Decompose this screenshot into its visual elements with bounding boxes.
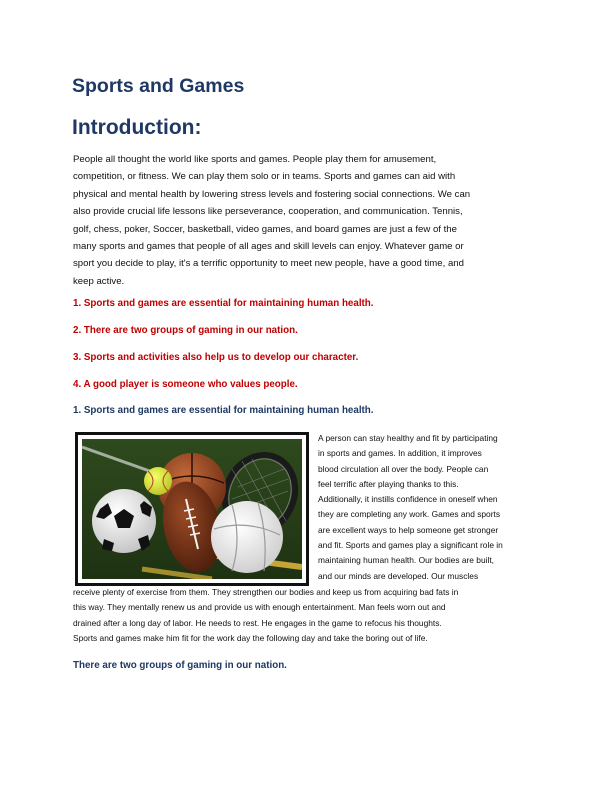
introduction-paragraph — [73, 151, 543, 290]
wrapped-line: maintaining human health. Our bodies are built, — [318, 555, 494, 566]
point-2: 2. There are two groups of gaming in our nation. — [73, 325, 298, 336]
intro-line: also provide crucial life lessons like perseverance, cooperation, and communication. Tennis, — [73, 206, 463, 218]
intro-line: People all thought the world like sports and games. People play them for amusement, — [73, 154, 437, 165]
intro-line: physical and mental health by lowering stress levels and fostering social connections. We can — [73, 188, 471, 200]
section-1-wrapped-text — [318, 431, 548, 584]
wrapped-line: and our minds are developed. Our muscles — [318, 570, 479, 581]
continued-line: drained after a long day of labor. He needs to rest. He engages in the game to refocus his thoughts. — [73, 617, 442, 628]
intro-line: competition, or fitness. We can play them solo or in teams. Sports and games can aid with — [73, 171, 456, 183]
point-4: 4. A good player is someone who values people. — [73, 379, 298, 390]
section-1-continued-text — [73, 585, 553, 646]
continued-line: this way. They mentally renew us and provide us with enough entertainment. Man feels worn out and — [73, 602, 446, 613]
sports-balls-illustration — [82, 439, 302, 579]
section-2-heading: There are two groups of gaming in our nation. — [73, 660, 287, 671]
section-1-heading: 1. Sports and games are essential for maintaining human health. — [73, 405, 374, 416]
wrapped-line: A person can stay healthy and fit by participating — [318, 433, 498, 443]
intro-line: sport you decide to play, it's a terrific opportunity to meet new people, have a good time, and — [73, 258, 464, 270]
intro-line: many sports and games that people of all ages and skill levels can enjoy. Whatever game or — [73, 241, 464, 253]
point-1: 1. Sports and games are essential for maintaining human health. — [73, 298, 374, 309]
wrapped-line: they are completing any work. Games and sports — [318, 509, 501, 520]
wrapped-line: and fit. Sports and games play a significant role in — [318, 540, 503, 551]
wrapped-line: blood circulation all over the body. People can — [318, 463, 489, 474]
sports-balls-photo — [75, 432, 309, 586]
document-title: Sports and Games — [72, 75, 245, 97]
wrapped-line: feel terrific after playing thanks to this. — [318, 478, 459, 489]
wrapped-line: are excellent ways to help someone get stronger — [318, 524, 499, 535]
introduction-heading: Introduction: — [72, 116, 202, 139]
intro-line: keep active. — [73, 275, 125, 287]
continued-line: Sports and games make him fit for the work day the following day and take the boring out of life. — [73, 632, 428, 643]
wrapped-line: in sports and games. In addition, it improves — [318, 448, 482, 459]
continued-line: receive plenty of exercise from them. They strengthen our bodies and keep us from acquiring bad fats in — [73, 587, 459, 597]
intro-line: golf, chess, poker, Soccer, basketball, video games, and board games are just a few of the — [73, 223, 457, 235]
point-3: 3. Sports and activities also help us to develop our character. — [73, 352, 359, 363]
wrapped-line: Additionally, it instills confidence in oneself when — [318, 494, 498, 505]
